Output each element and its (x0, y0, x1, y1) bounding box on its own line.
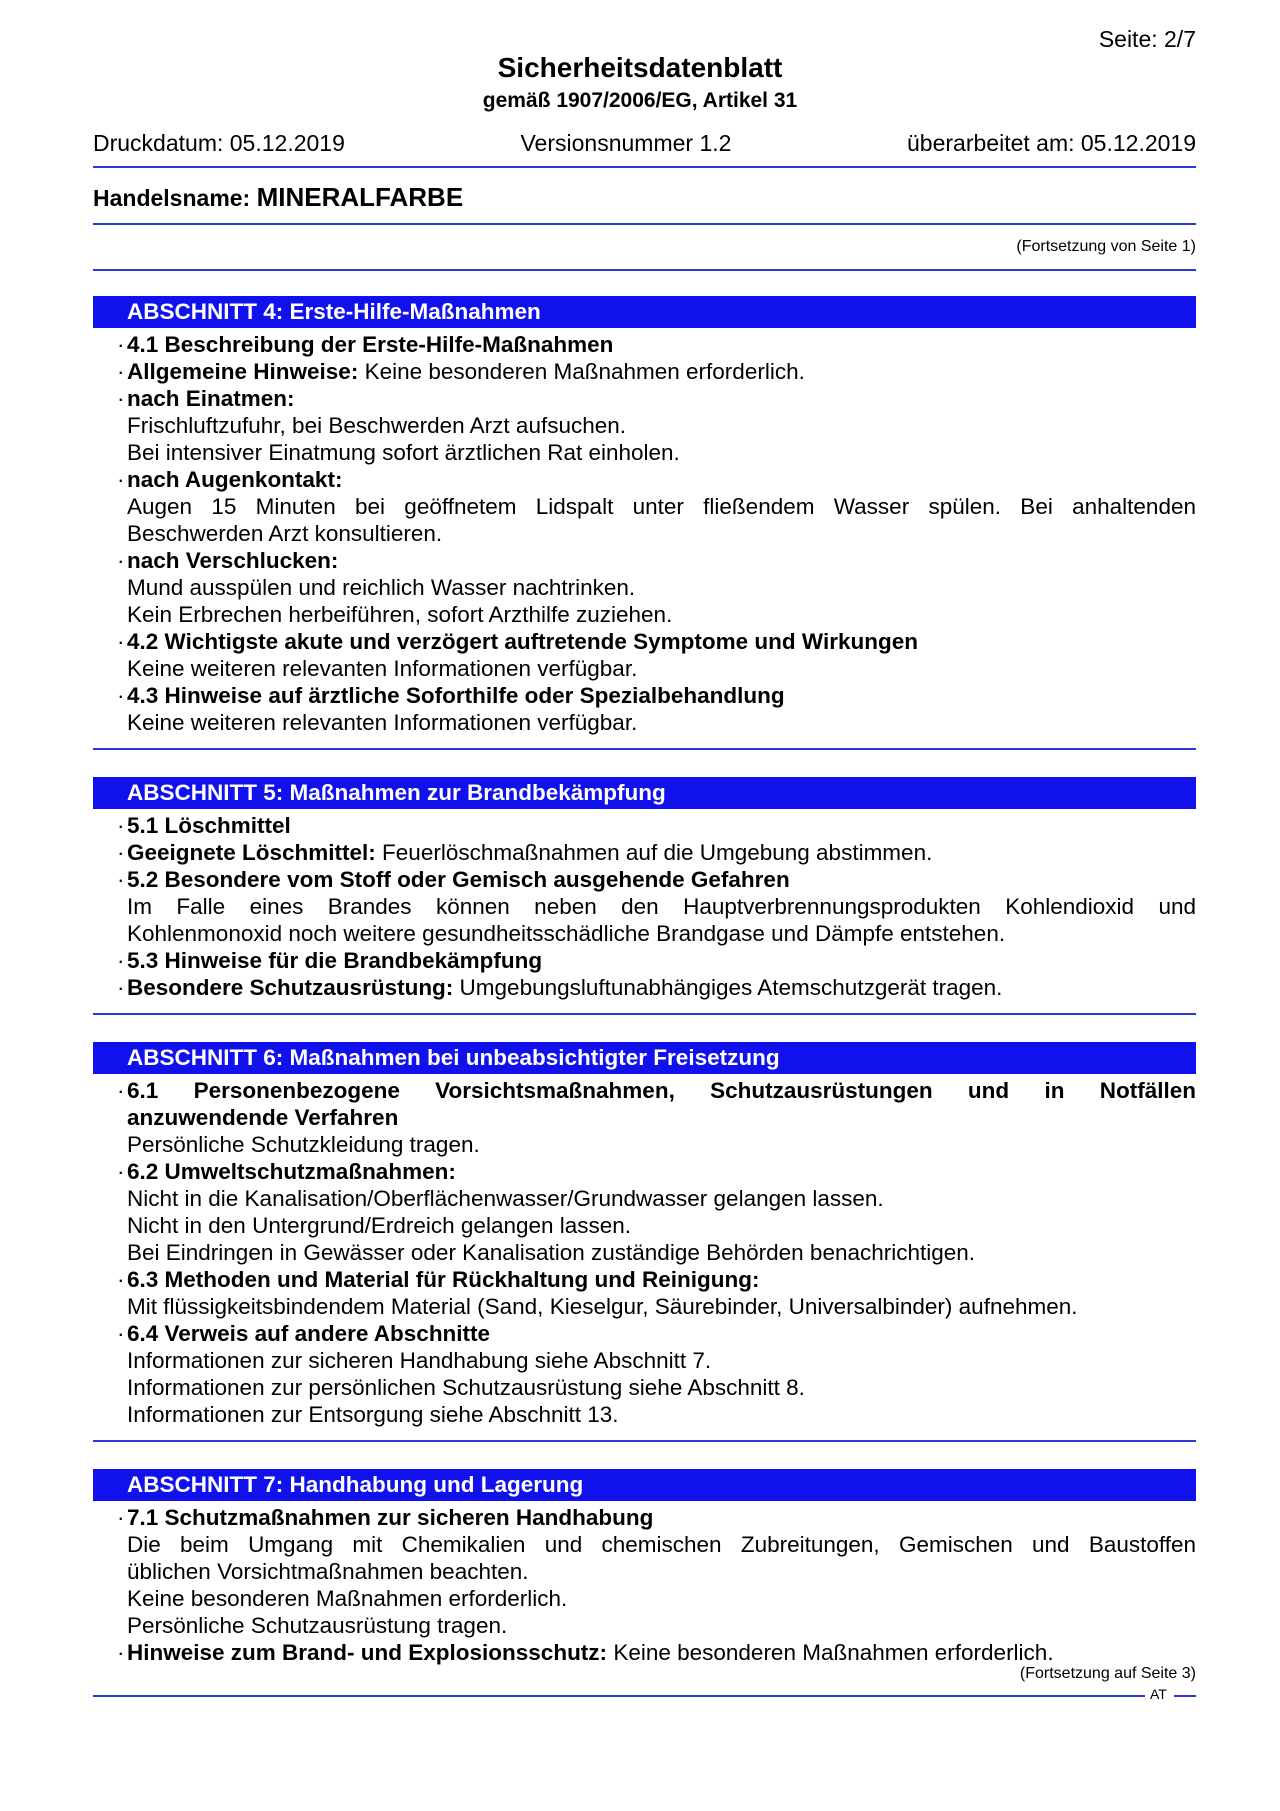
section-4 (93, 296, 1196, 750)
line-bold-label: 5.1 Löschmittel (127, 813, 291, 838)
continued-from-note: (Fortsetzung von Seite 1) (1016, 238, 1196, 255)
version-number: Versionsnummer 1.2 (520, 130, 732, 156)
section-line (93, 358, 1196, 385)
meta-row (93, 130, 1196, 157)
line-text: Informationen zur Entsorgung siehe Abschnitt 13. (127, 1402, 619, 1427)
line-text: Persönliche Schutzausrüstung tragen. (127, 1613, 508, 1638)
line-text: Beschwerden Arzt konsultieren. (127, 521, 443, 546)
section-line (93, 709, 1196, 736)
section-line (93, 1293, 1196, 1320)
document-title: Sicherheitsdatenblatt (497, 52, 783, 83)
section-line (93, 1585, 1196, 1612)
line-bold-label: 5.3 Hinweise für die Brandbekämpfung (127, 948, 543, 973)
line-text: Informationen zur sicheren Handhabung siehe Abschnitt 7. (127, 1348, 712, 1373)
line-bold-label: 6.4 Verweis auf andere Abschnitte (127, 1321, 491, 1346)
section-line (93, 1104, 1196, 1131)
section-line (93, 1185, 1196, 1212)
trade-name-line (93, 182, 463, 213)
section-heading: ABSCHNITT 6: Maßnahmen bei unbeabsichtigter Freisetzung (93, 1042, 1196, 1074)
line-text: Augen 15 Minuten bei geöffnetem Lidspalt unter fließendem Wasser spülen. Bei anhaltenden (127, 494, 1196, 519)
line-bold-label: Geeignete Löschmittel: (127, 840, 376, 865)
section-line (93, 866, 1196, 893)
trade-name-label: Handelsname: (93, 185, 257, 211)
section-line (93, 974, 1196, 1001)
footer-divider-right (1174, 1695, 1196, 1697)
line-text: Informationen zur persönlichen Schutzausrüstung siehe Abschnitt 8. (127, 1375, 805, 1400)
section-line (93, 839, 1196, 866)
line-text: Keine weiteren relevanten Informationen verfügbar. (127, 656, 638, 681)
section-line (93, 385, 1196, 412)
section-line (93, 466, 1196, 493)
line-bold-label: nach Augenkontakt: (127, 467, 343, 492)
line-text: Keine besonderen Maßnahmen erforderlich. (127, 1586, 568, 1611)
section-line (93, 1158, 1196, 1185)
section-line (93, 1239, 1196, 1266)
line-bold-label: Besondere Schutzausrüstung: (127, 975, 454, 1000)
section-line (93, 1504, 1196, 1531)
line-text: Feuerlöschmaßnahmen auf die Umgebung abstimmen. (375, 840, 933, 865)
line-text: Kein Erbrechen herbeiführen, sofort Arzthilfe zuziehen. (127, 602, 673, 627)
line-bold-label: 6.3 Methoden und Material für Rückhaltung und Reinigung: (127, 1267, 760, 1292)
section-line (93, 1558, 1196, 1585)
line-bold-label: 4.3 Hinweise auf ärztliche Soforthilfe oder Spezialbehandlung (127, 683, 785, 708)
section-7 (93, 1469, 1196, 1666)
section-line (93, 1347, 1196, 1374)
section-line (93, 520, 1196, 547)
section-line (93, 1612, 1196, 1639)
line-text: Die beim Umgang mit Chemikalien und chemischen Zubreitungen, Gemischen und Baustoffen (127, 1532, 1196, 1557)
line-text: Kohlenmonoxid noch weitere gesundheitsschädliche Brandgase und Dämpfe entstehen. (127, 921, 1006, 946)
section-line (93, 628, 1196, 655)
footer-divider-left (93, 1695, 1145, 1697)
section-line (93, 1266, 1196, 1293)
line-bold-label: 5.2 Besondere vom Stoff oder Gemisch ausgehende Gefahren (127, 867, 790, 892)
section-5 (93, 777, 1196, 1015)
section-line (93, 655, 1196, 682)
trade-name-value: MINERALFARBE (256, 182, 464, 212)
section-6 (93, 1042, 1196, 1442)
trade-divider (93, 223, 1196, 225)
section-line (93, 1320, 1196, 1347)
section-line (93, 920, 1196, 947)
section-line (93, 439, 1196, 466)
line-text: Mit flüssigkeitsbindendem Material (Sand, Kieselgur, Säurebinder, Universalbinder) aufnehmen. (127, 1294, 1078, 1319)
line-text: Bei intensiver Einatmung sofort ärztlichen Rat einholen. (127, 440, 680, 465)
line-text: Keine weiteren relevanten Informationen verfügbar. (127, 710, 638, 735)
section-heading: ABSCHNITT 4: Erste-Hilfe-Maßnahmen (93, 296, 1196, 328)
section-line (93, 893, 1196, 920)
line-text: üblichen Vorsichtmaßnahmen beachten. (127, 1559, 529, 1584)
line-text: Keine besonderen Maßnahmen erforderlich. (358, 359, 805, 384)
page-number: Seite: 2/7 (1098, 26, 1196, 52)
country-code: AT (1150, 1686, 1167, 1702)
sections-container (93, 296, 1196, 1666)
section-line (93, 1374, 1196, 1401)
section-line (93, 331, 1196, 358)
section-line (93, 812, 1196, 839)
line-text: Umgebungsluftunabhängiges Atemschutzgerät tragen. (453, 975, 1003, 1000)
line-bold-label: anzuwendende Verfahren (127, 1105, 399, 1130)
line-bold-label: 6.1 Personenbezogene Vorsichtsmaßnahmen, Schutzausrüstungen und in Notfällen (127, 1078, 1196, 1103)
section-line (93, 1212, 1196, 1239)
section-line (93, 1131, 1196, 1158)
line-text: Im Falle eines Brandes können neben den Hauptverbrennungsprodukten Kohlendioxid und (127, 894, 1196, 919)
line-text: Persönliche Schutzkleidung tragen. (127, 1132, 480, 1157)
line-bold-label: nach Einatmen: (127, 386, 295, 411)
line-text: Nicht in die Kanalisation/Oberflächenwasser/Grundwasser gelangen lassen. (127, 1186, 884, 1211)
line-text: Keine besonderen Maßnahmen erforderlich. (607, 1640, 1054, 1665)
section-line (93, 682, 1196, 709)
line-bold-label: Allgemeine Hinweise: (127, 359, 359, 384)
line-text: Bei Eindringen in Gewässer oder Kanalisation zuständige Behörden benachrichtigen. (127, 1240, 976, 1265)
section-line (93, 1639, 1196, 1666)
section-line (93, 947, 1196, 974)
section-line (93, 601, 1196, 628)
section-line (93, 1401, 1196, 1428)
line-bold-label: nach Verschlucken: (127, 548, 339, 573)
line-text: Frischluftzufuhr, bei Beschwerden Arzt aufsuchen. (127, 413, 627, 438)
line-text: Nicht in den Untergrund/Erdreich gelangen lassen. (127, 1213, 632, 1238)
print-date: Druckdatum: 05.12.2019 (93, 130, 345, 156)
revised-date: überarbeitet am: 05.12.2019 (907, 130, 1196, 156)
section-heading: ABSCHNITT 5: Maßnahmen zur Brandbekämpfung (93, 777, 1196, 809)
section-line (93, 547, 1196, 574)
line-text: Mund ausspülen und reichlich Wasser nachtrinken. (127, 575, 636, 600)
section-line (93, 493, 1196, 520)
header-divider (93, 166, 1196, 168)
continued-divider (93, 269, 1196, 271)
line-bold-label: Hinweise zum Brand- und Explosionsschutz: (127, 1640, 608, 1665)
section-line (93, 412, 1196, 439)
document-subtitle: gemäß 1907/2006/EG, Artikel 31 (482, 89, 798, 112)
line-bold-label: 7.1 Schutzmaßnahmen zur sicheren Handhabung (127, 1505, 654, 1530)
continued-to-note: (Fortsetzung auf Seite 3) (1019, 1665, 1196, 1682)
line-bold-label: 4.2 Wichtigste akute und verzögert auftretende Symptome und Wirkungen (127, 629, 918, 654)
line-bold-label: 4.1 Beschreibung der Erste-Hilfe-Maßnahmen (127, 332, 614, 357)
section-line (93, 574, 1196, 601)
line-bold-label: 6.2 Umweltschutzmaßnahmen: (127, 1159, 456, 1184)
section-heading: ABSCHNITT 7: Handhabung und Lagerung (93, 1469, 1196, 1501)
section-line (93, 1531, 1196, 1558)
section-line (93, 1077, 1196, 1104)
